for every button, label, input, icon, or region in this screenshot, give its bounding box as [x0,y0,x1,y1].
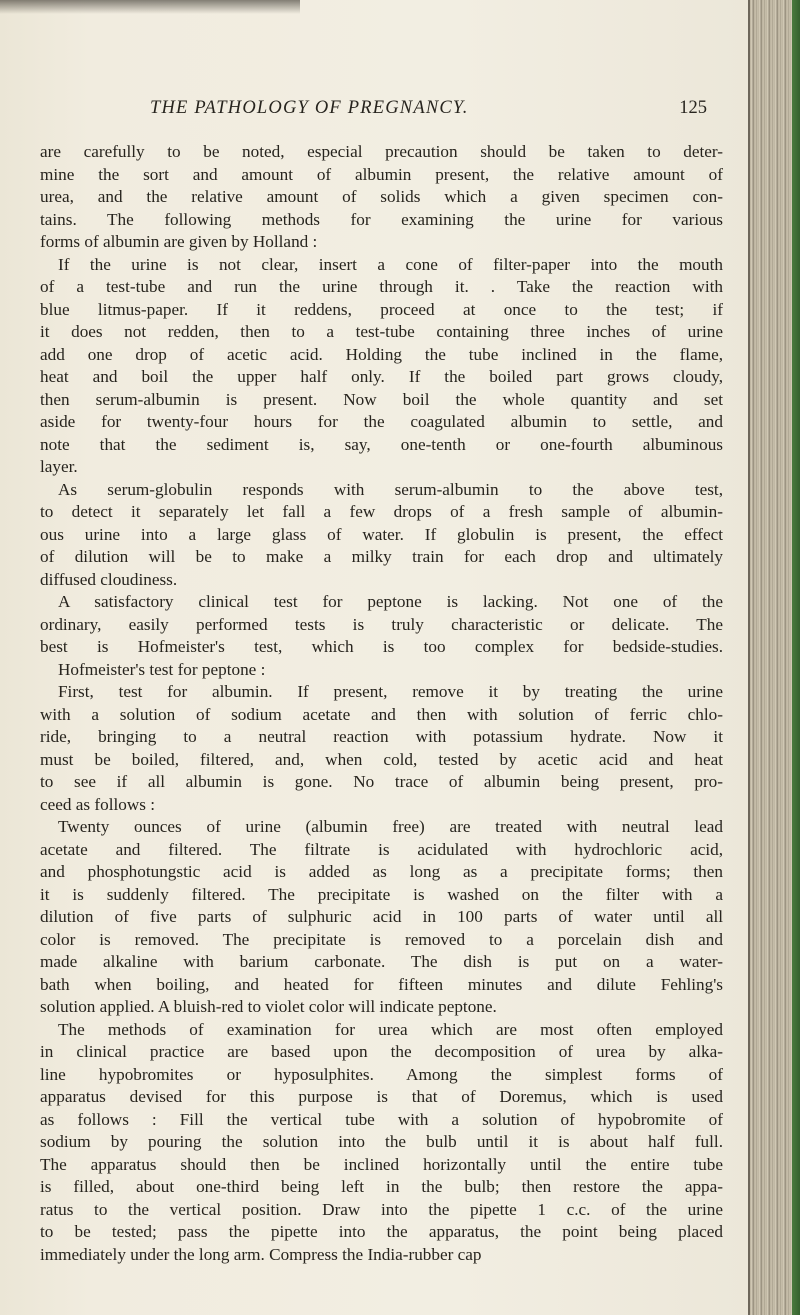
text-line: heat and boil the upper half only. If the boiled part grows cloudy, [40,367,723,386]
text-line: note that the sediment is, say, one-tenth or one-fourth albuminous [40,434,723,454]
text-line: blue litmus-paper. If it reddens, proceed at once to the test; if [40,299,723,319]
text-line: best is Hofmeister's test, which is too complex for bedside-studies. [40,637,723,656]
text-line: As serum-globulin responds with serum-albumin to the above test, [58,479,723,499]
text-line: A satisfactory clinical test for peptone is lacking. Not one of the [58,592,723,611]
text-line: layer. [40,457,78,476]
body-text [40,141,723,1266]
cover-edge [792,0,800,1315]
text-line: is filled, about one-third being left in the bulb; then restore the appa- [40,1177,723,1196]
page-header [40,98,725,124]
text-line: The apparatus should then be inclined horizontally until the entire tube [40,1154,723,1174]
running-head: THE PATHOLOGY OF PREGNANCY. [150,98,469,118]
text-line: mine the sort and amount of albumin present, the relative amount of [40,164,723,184]
text-line: are carefully to be noted, especial precaution should be taken to deter- [40,142,723,161]
text-line: color is removed. The precipitate is removed to a porcelain dish and [40,929,723,949]
text-line: in clinical practice are based upon the decomposition of urea by alka- [40,1042,723,1061]
text-line: to see if all albumin is gone. No trace of albumin being present, pro- [40,772,723,791]
text-line: ratus to the vertical position. Draw into the pipette 1 c.c. of the urine [40,1199,723,1219]
text-line: tains. The following methods for examining the urine for various [40,209,723,229]
text-line: urea, and the relative amount of solids which a given specimen con- [40,187,723,206]
text-line: aside for twenty-four hours for the coagulated albumin to settle, and [40,412,723,431]
text-line: immediately under the long arm. Compress the India-rubber cap [40,1244,482,1264]
text-line: to detect it separately let fall a few drops of a fresh sample of albumin- [40,502,723,521]
page-number: 125 [679,98,707,118]
text-line: ceed as follows : [40,794,156,814]
text-line: and phosphotungstic acid is added as long as a precipitate forms; then [40,862,723,881]
text-line: The methods of examination for urea which are most often employed [58,1019,723,1039]
text-line: add one drop of acetic acid. Holding the tube inclined in the flame, [40,344,723,364]
text-line: it does not redden, then to a test-tube containing three inches of urine [40,322,723,341]
text-line: as follows : Fill the vertical tube with a solution of hypobromite of [40,1109,723,1129]
page-edge-shadow [0,0,300,14]
text-line: Twenty ounces of urine (albumin free) are treated with neutral lead [58,817,723,836]
text-line: made alkaline with barium carbonate. The dish is put on a water- [40,952,723,971]
text-line: solution applied. A bluish-red to violet color will indicate peptone. [40,997,497,1016]
text-line: ordinary, easily performed tests is truly characteristic or delicate. The [40,614,723,634]
text-line: then serum-albumin is present. Now boil the whole quantity and set [40,389,723,409]
text-line: of dilution will be to make a milky train for each drop and ultimately [40,547,723,566]
text-line: bath when boiling, and heated for fifteen minutes and dilute Fehling's [40,974,723,994]
text-line: diffused cloudiness. [40,569,178,589]
text-line: must be boiled, filtered, and, when cold, tested by acetic acid and heat [40,749,723,769]
text-line: sodium by pouring the solution into the bulb until it is about half full. [40,1132,723,1151]
text-line: First, test for albumin. If present, remove it by treating the urine [58,682,723,701]
text-line: to be tested; pass the pipette into the apparatus, the point being placed [40,1222,723,1241]
text-line: forms of albumin are given by Holland : [40,232,318,251]
text-line: Hofmeister's test for peptone : [58,659,266,679]
text-line: of a test-tube and run the urine through it. . Take the reaction with [40,277,723,296]
text-line: it is suddenly filtered. The precipitate is washed on the filter with a [40,884,723,904]
text-line: ous urine into a large glass of water. If globulin is present, the effect [40,524,723,544]
text-line: ride, bringing to a neutral reaction with potassium hydrate. Now it [40,727,723,746]
text-line: acetate and filtered. The filtrate is acidulated with hydrochloric acid, [40,839,723,859]
text-line: dilution of five parts of sulphuric acid in 100 parts of water until all [40,907,723,926]
book-spine [748,0,800,1315]
text-line: apparatus devised for this purpose is that of Doremus, which is used [40,1087,723,1106]
text-line: with a solution of sodium acetate and then with solution of ferric chlo- [40,704,723,724]
text-line: line hypobromites or hyposulphites. Among the simplest forms of [40,1064,723,1084]
text-line: If the urine is not clear, insert a cone of filter-paper into the mouth [58,254,723,274]
